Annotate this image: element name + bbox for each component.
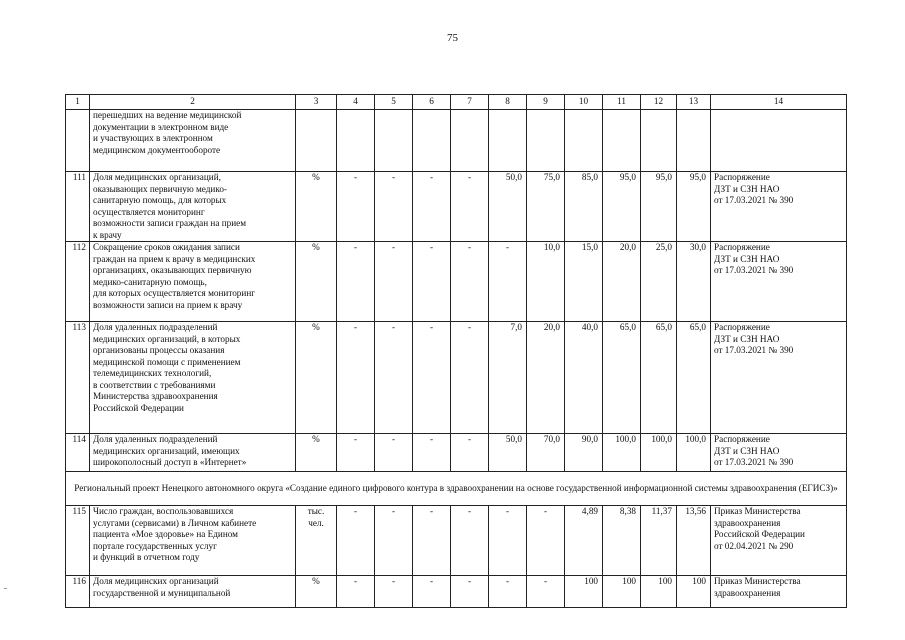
value-cell: 100,0 (603, 434, 641, 472)
value-cell: 65,0 (641, 322, 677, 434)
value-cell (451, 110, 489, 172)
value-cell: - (451, 172, 489, 242)
source-document: Распоряжение ДЗТ и СЗН НАО от 17.03.2021 № 390 (711, 434, 847, 472)
value-cell: 65,0 (677, 322, 711, 434)
value-cell: 90,0 (565, 434, 603, 472)
value-cell: 7,0 (489, 322, 527, 434)
value-cell (489, 110, 527, 172)
value-cell: - (375, 172, 413, 242)
source-document (711, 110, 847, 172)
row-number: 115 (66, 506, 90, 576)
indicators-table (65, 94, 847, 608)
value-cell: - (413, 506, 451, 576)
indicator-name: Доля удаленных подразделений медицинских организаций, имеющих широкополосный доступ в «Интернет» (90, 434, 296, 472)
value-cell: 50,0 (489, 434, 527, 472)
page-number: 75 (447, 32, 458, 44)
source-document: Распоряжение ДЗТ и СЗН НАО от 17.03.2021 № 390 (711, 172, 847, 242)
value-cell: 100 (603, 576, 641, 608)
indicator-name: Доля удаленных подразделений медицинских организаций, в которых организованы процессы оказания медицинской помощи с применением телемедицинских технологий, в соответствии с требованиями Министерства здравоохранения Российской Федерации (90, 322, 296, 434)
value-cell (337, 110, 375, 172)
value-cell: - (451, 322, 489, 434)
value-cell (375, 110, 413, 172)
table-row (66, 172, 847, 242)
column-header: 5 (375, 95, 413, 110)
value-cell: - (337, 172, 375, 242)
value-cell: - (413, 242, 451, 322)
value-cell: 25,0 (641, 242, 677, 322)
value-cell: 100 (641, 576, 677, 608)
section-header-row (66, 472, 847, 506)
value-cell: 85,0 (565, 172, 603, 242)
value-cell: - (375, 506, 413, 576)
value-cell: - (413, 434, 451, 472)
indicator-name: Сокращение сроков ожидания записи граждан на прием к врачу в медицинских организациях, оказывающих первичную медико-санитарную помощь, для которых осуществляется мониторинг возможности записи на прием к врачу (90, 242, 296, 322)
unit: тыс. чел. (296, 506, 337, 576)
value-cell: - (413, 172, 451, 242)
row-number (66, 110, 90, 172)
source-document: Распоряжение ДЗТ и СЗН НАО от 17.03.2021 № 390 (711, 242, 847, 322)
value-cell: - (337, 506, 375, 576)
column-header: 7 (451, 95, 489, 110)
column-header: 8 (489, 95, 527, 110)
table-row (66, 322, 847, 434)
value-cell: - (337, 434, 375, 472)
value-cell: 100 (565, 576, 603, 608)
value-cell: - (375, 576, 413, 608)
source-document: Распоряжение ДЗТ и СЗН НАО от 17.03.2021 № 390 (711, 322, 847, 434)
value-cell: 50,0 (489, 172, 527, 242)
value-cell: - (489, 506, 527, 576)
value-cell: - (527, 506, 565, 576)
value-cell (527, 110, 565, 172)
column-header: 13 (677, 95, 711, 110)
column-header-row (66, 95, 847, 110)
value-cell: - (451, 434, 489, 472)
column-header: 14 (711, 95, 847, 110)
section-title: Региональный проект Ненецкого автономного округа «Создание единого цифрового контура в здравоохранении на основе государственной информационной системы здравоохранения (ЕГИСЗ)» (66, 472, 847, 506)
row-number: 116 (66, 576, 90, 608)
value-cell: - (375, 434, 413, 472)
unit: % (296, 434, 337, 472)
value-cell: - (451, 576, 489, 608)
source-document: Приказ Министерства здравоохранения (711, 576, 847, 608)
value-cell: - (337, 242, 375, 322)
column-header: 12 (641, 95, 677, 110)
value-cell: - (489, 242, 527, 322)
column-header: 9 (527, 95, 565, 110)
unit: % (296, 576, 337, 608)
indicator-name: перешедших на ведение медицинской документации в электронном виде и участвующих в электронном медицинском документообороте (90, 110, 296, 172)
unit: % (296, 172, 337, 242)
scan-artifact (4, 588, 7, 589)
value-cell: 13,56 (677, 506, 711, 576)
value-cell: 70,0 (527, 434, 565, 472)
table-row (66, 242, 847, 322)
value-cell: 95,0 (677, 172, 711, 242)
value-cell: - (337, 576, 375, 608)
value-cell: 20,0 (603, 242, 641, 322)
column-header: 11 (603, 95, 641, 110)
column-header: 3 (296, 95, 337, 110)
value-cell: 95,0 (603, 172, 641, 242)
value-cell: - (413, 322, 451, 434)
value-cell: 40,0 (565, 322, 603, 434)
column-header: 1 (66, 95, 90, 110)
unit (296, 110, 337, 172)
value-cell: 100 (677, 576, 711, 608)
value-cell: 100,0 (677, 434, 711, 472)
source-document: Приказ Министерства здравоохранения Российской Федерации от 02.04.2021 № 290 (711, 506, 847, 576)
unit: % (296, 322, 337, 434)
column-header: 4 (337, 95, 375, 110)
value-cell (603, 110, 641, 172)
value-cell: 10,0 (527, 242, 565, 322)
table-row (66, 576, 847, 608)
table-row (66, 434, 847, 472)
value-cell: 15,0 (565, 242, 603, 322)
row-number: 114 (66, 434, 90, 472)
table-row (66, 110, 847, 172)
table-body (66, 95, 847, 608)
value-cell: 100,0 (641, 434, 677, 472)
value-cell: - (527, 576, 565, 608)
value-cell: 11,37 (641, 506, 677, 576)
value-cell (413, 110, 451, 172)
value-cell (641, 110, 677, 172)
value-cell: 4,89 (565, 506, 603, 576)
indicator-name: Доля медицинских организаций, оказывающих первичную медико- санитарную помощь, для которых осуществляется мониторинг возможности записи граждан на прием к врачу (90, 172, 296, 242)
value-cell: 8,38 (603, 506, 641, 576)
value-cell (565, 110, 603, 172)
value-cell: - (413, 576, 451, 608)
value-cell: - (489, 576, 527, 608)
table-row (66, 506, 847, 576)
indicator-name: Число граждан, воспользовавшихся услугами (сервисами) в Личном кабинете пациента «Мое здоровье» на Едином портале государственных услуг и функций в отчетном году (90, 506, 296, 576)
column-header: 6 (413, 95, 451, 110)
column-header: 10 (565, 95, 603, 110)
value-cell: 75,0 (527, 172, 565, 242)
value-cell: - (451, 506, 489, 576)
value-cell (677, 110, 711, 172)
value-cell: 95,0 (641, 172, 677, 242)
indicator-name: Доля медицинских организаций государственной и муниципальной (90, 576, 296, 608)
row-number: 113 (66, 322, 90, 434)
column-header: 2 (90, 95, 296, 110)
value-cell: 30,0 (677, 242, 711, 322)
row-number: 111 (66, 172, 90, 242)
value-cell: - (451, 242, 489, 322)
value-cell: 65,0 (603, 322, 641, 434)
row-number: 112 (66, 242, 90, 322)
unit: % (296, 242, 337, 322)
value-cell: - (337, 322, 375, 434)
value-cell: - (375, 322, 413, 434)
value-cell: 20,0 (527, 322, 565, 434)
value-cell: - (375, 242, 413, 322)
